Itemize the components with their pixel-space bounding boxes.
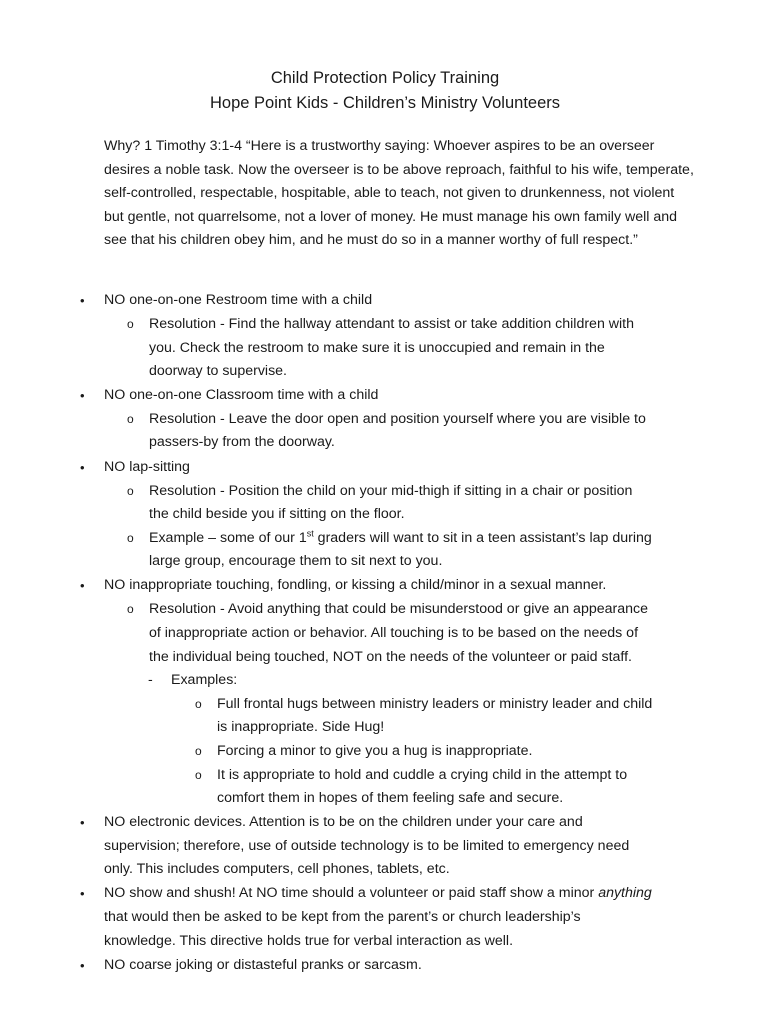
policy-item-show-shush: knowledge. This directive holds true for verbal interaction as well. <box>104 933 514 949</box>
circle-marker: o <box>127 412 134 426</box>
resolution-text: you. Check the restroom to make sure it is unoccupied and remain in the <box>149 340 605 356</box>
resolution-text: passers-by from the doorway. <box>149 434 335 450</box>
circle-marker: o <box>127 602 134 616</box>
resolution-text: the child beside you if sitting on the floor. <box>149 506 405 522</box>
example-item: Full frontal hugs between ministry leaders or ministry leader and child <box>217 696 653 712</box>
example-item: is inappropriate. Side Hug! <box>217 719 385 735</box>
example-text-start: Example – some of our 1 <box>149 530 307 546</box>
policy-item-show-shush: that would then be asked to be kept from the parent’s or church leadership’s <box>104 909 581 925</box>
example-text: large group, encourage them to sit next to you. <box>149 553 443 569</box>
resolution-text: of inappropriate action or behavior. All touching is to be based on the needs of <box>149 625 639 641</box>
bullet-marker: • <box>80 886 85 901</box>
examples-label: Examples: <box>171 672 238 688</box>
resolution-text: Resolution - Find the hallway attendant to assist or take addition children with <box>149 316 635 332</box>
resolution-text: the individual being touched, NOT on the needs of the volunteer or paid staff. <box>149 649 632 665</box>
policy-item-devices: supervision; therefore, use of outside technology is to be limited to emergency need <box>104 838 630 854</box>
resolution-text: Resolution - Leave the door open and position yourself where you are visible to <box>149 411 646 427</box>
resolution-text: Resolution - Avoid anything that could be misunderstood or give an appearance <box>149 601 648 617</box>
bullet-marker: • <box>80 958 85 973</box>
policy-item-touching: NO inappropriate touching, fondling, or kissing a child/minor in a sexual manner. <box>104 577 607 593</box>
intro-paragraph: Why? 1 Timothy 3:1-4 “Here is a trustworthy saying: Whoever aspires to be an overseer desires a noble task. Now the overseer is to be above reproach, faithful to his wife, temperate, self-controlled, respectable, hospitable, able to teach, not given to drunkenness, not violent but gentle, not quarrelsome, not a lover of money. He must manage his own family well and see that his children obey him, and he must do so in a manner worthy of full respect.” <box>104 138 694 248</box>
bullet-marker: • <box>80 578 85 593</box>
ordinal-suffix: st <box>306 528 314 539</box>
circle-marker: o <box>127 531 134 545</box>
policy-item-devices: only. This includes computers, cell phones, tablets, etc. <box>104 861 450 877</box>
policy-item-classroom: NO one-on-one Classroom time with a child <box>104 387 379 403</box>
page-subtitle: Hope Point Kids - Children’s Ministry Volunteers <box>209 94 561 112</box>
bullet-marker: • <box>80 388 85 403</box>
resolution-text: doorway to supervise. <box>149 363 288 379</box>
circle-marker: o <box>195 768 202 782</box>
circle-marker: o <box>195 744 202 758</box>
bullet-marker: • <box>80 293 85 308</box>
bullet-marker: • <box>80 460 85 475</box>
dash-marker: - <box>148 672 153 688</box>
resolution-text: Resolution - Position the child on your mid-thigh if sitting in a chair or position <box>149 483 633 499</box>
circle-marker: o <box>195 697 202 711</box>
policy-item-lap-sitting: NO lap-sitting <box>104 459 190 475</box>
show-shush-text: NO show and shush! At NO time should a volunteer or paid staff show a minor <box>104 885 599 901</box>
policy-item-show-shush <box>104 882 652 906</box>
example-item: Forcing a minor to give you a hug is inappropriate. <box>217 743 533 759</box>
example-text-end: graders will want to sit in a teen assistant’s lap during <box>313 530 652 546</box>
example-item: It is appropriate to hold and cuddle a crying child in the attempt to <box>217 767 628 783</box>
policy-item-restroom: NO one-on-one Restroom time with a child <box>104 292 373 308</box>
policy-item-devices: NO electronic devices. Attention is to be on the children under your care and <box>104 814 583 830</box>
example-item: comfort them in hopes of them feeling safe and secure. <box>217 790 564 806</box>
policy-item-joking: NO coarse joking or distasteful pranks or sarcasm. <box>104 957 422 973</box>
bullet-marker: • <box>80 815 85 830</box>
emphasis-anything: anything <box>598 885 652 901</box>
example-text <box>149 527 652 551</box>
circle-marker: o <box>127 484 134 498</box>
circle-marker: o <box>127 317 134 331</box>
page-title: Child Protection Policy Training <box>270 69 500 87</box>
